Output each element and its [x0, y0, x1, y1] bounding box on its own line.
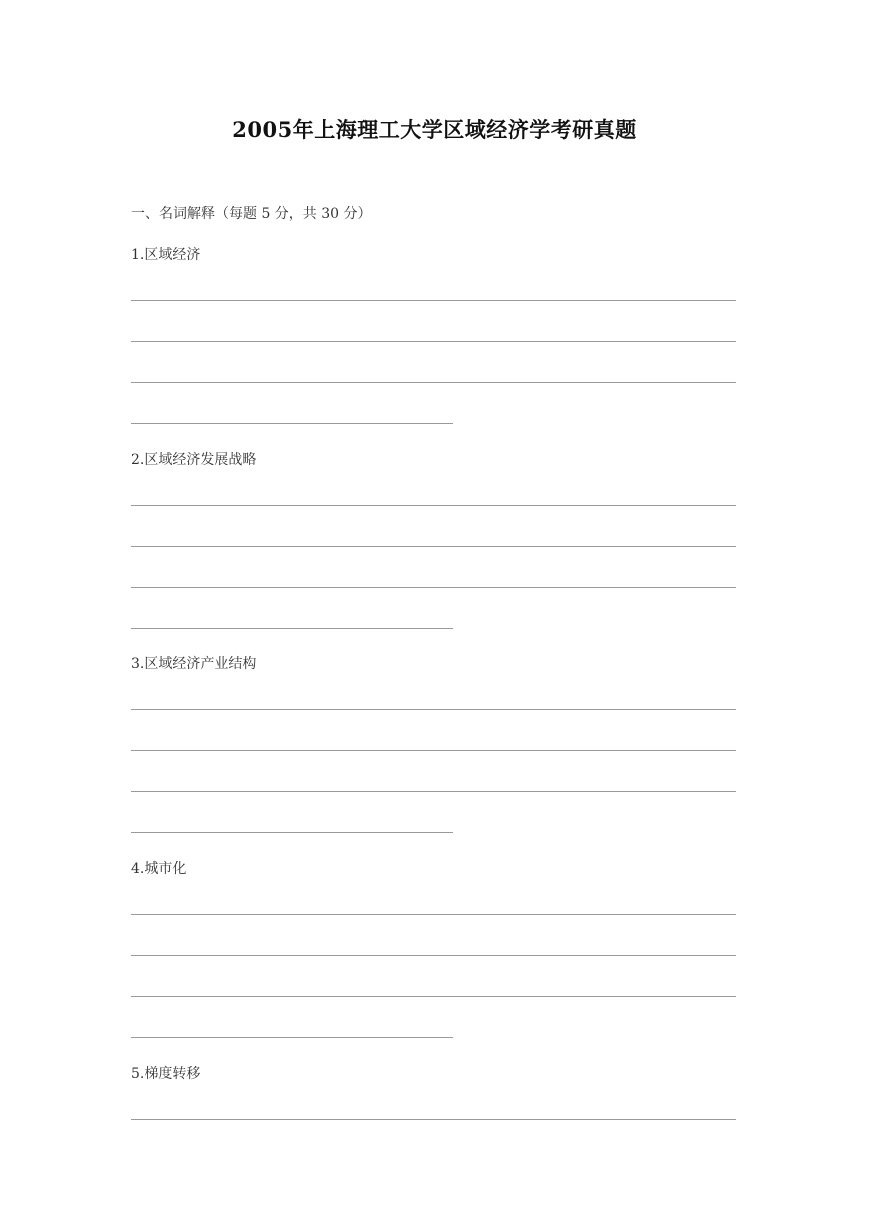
answer-line [131, 791, 736, 792]
answer-line [131, 300, 736, 301]
answer-line [131, 955, 736, 956]
answer-line [131, 1037, 453, 1038]
answer-line [131, 996, 736, 997]
answer-line [131, 546, 736, 547]
question-label: 4.城市化 [131, 861, 187, 877]
answer-line [131, 505, 736, 506]
page-title: 2005年上海理工大学区域经济学考研真题 [232, 117, 637, 142]
answer-line [131, 914, 736, 915]
answer-line [131, 382, 736, 383]
question-label: 1.区域经济 [131, 247, 201, 263]
question-label: 5.梯度转移 [131, 1066, 201, 1082]
section-heading: 一、名词解释（每题 5 分，共 30 分） [131, 206, 372, 222]
question-label: 3.区域经济产业结构 [131, 656, 257, 672]
answer-line [131, 750, 736, 751]
answer-line [131, 587, 736, 588]
answer-line [131, 341, 736, 342]
answer-line [131, 832, 453, 833]
answer-line [131, 628, 453, 629]
answer-line [131, 423, 453, 424]
answer-line [131, 1119, 736, 1120]
answer-line [131, 709, 736, 710]
question-label: 2.区域经济发展战略 [131, 452, 257, 468]
